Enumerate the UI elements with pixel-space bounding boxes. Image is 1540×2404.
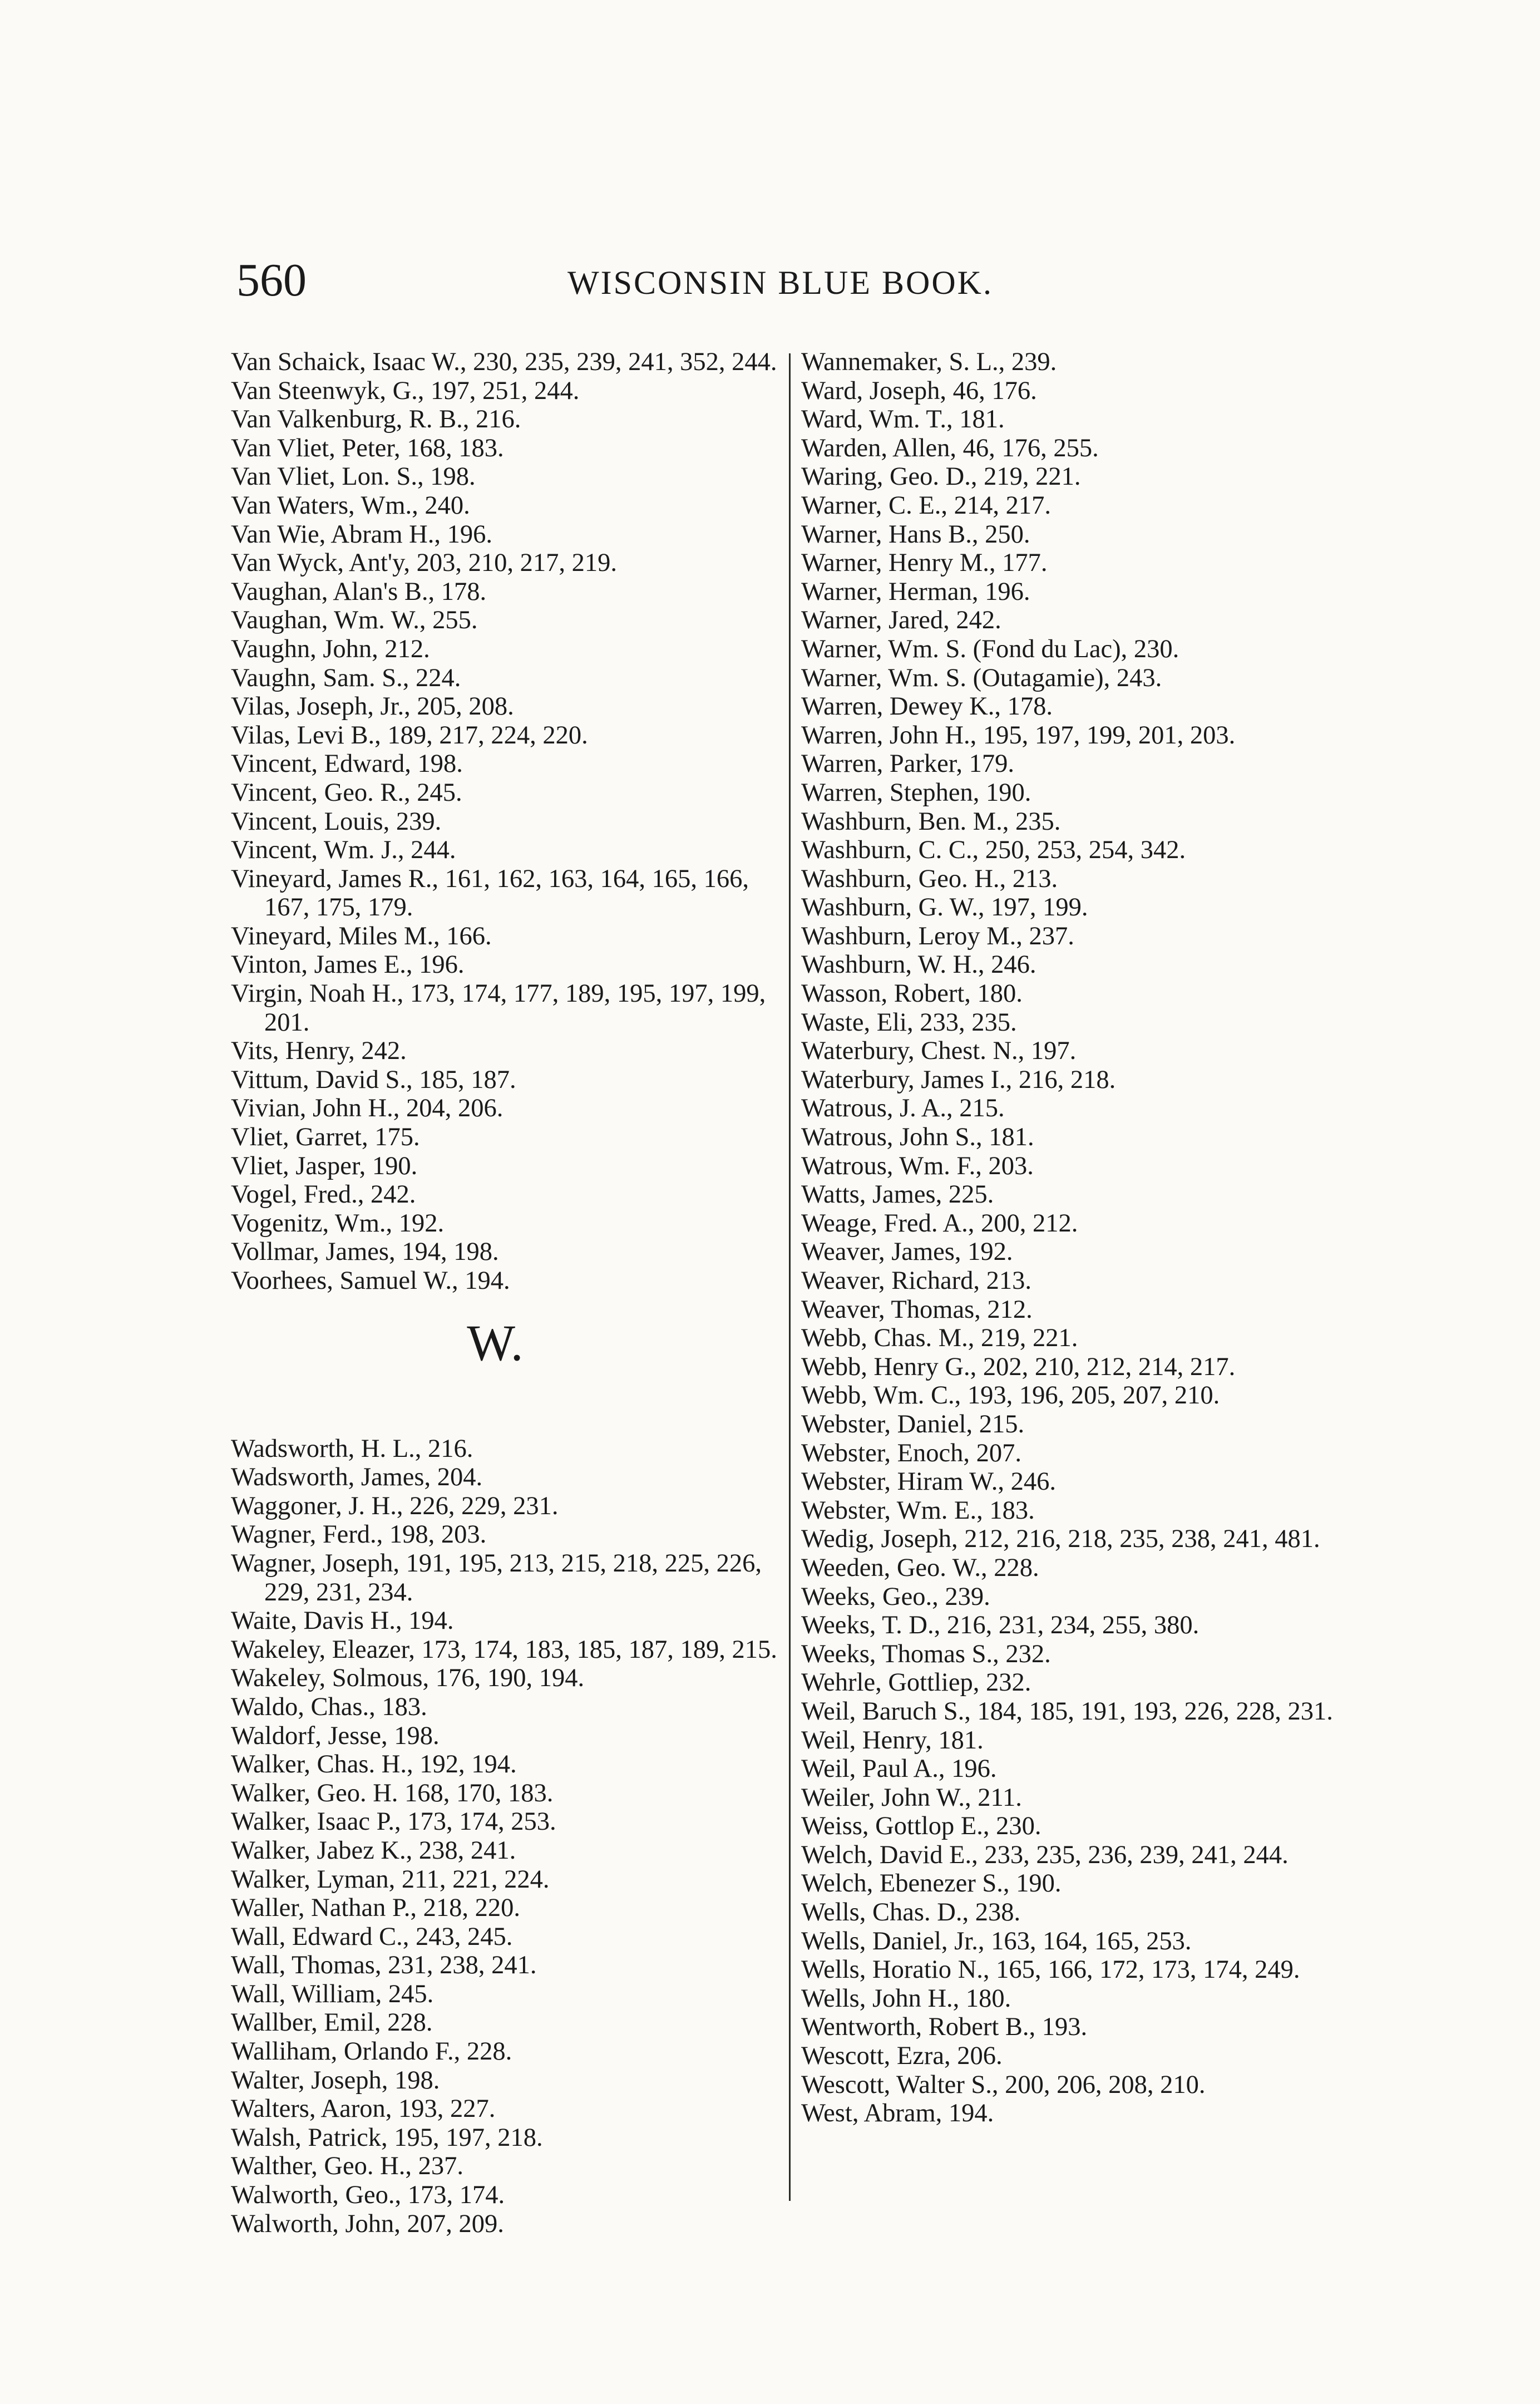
index-entry: Vliet, Garret, 175. <box>231 1123 420 1152</box>
index-entry: Wall, Edward C., 243, 245. <box>231 1922 513 1951</box>
index-entry: Van Wyck, Ant'y, 203, 210, 217, 219. <box>231 549 618 578</box>
index-entry: Walker, Jabez K., 238, 241. <box>231 1836 516 1865</box>
index-entry: Warner, Wm. S. (Outagamie), 243. <box>801 663 1162 692</box>
index-entry: Weeden, Geo. W., 228. <box>801 1553 1039 1582</box>
index-entry: Wagner, Joseph, 191, 195, 213, 215, 218, 225, 226, 229, 231, 234. <box>231 1549 762 1607</box>
index-entry: Weage, Fred. A., 200, 212. <box>801 1209 1078 1238</box>
right-column <box>801 348 1358 2128</box>
index-entry: Waldo, Chas., 183. <box>231 1692 427 1721</box>
index-entry: Vittum, David S., 185, 187. <box>231 1065 516 1094</box>
w-entries-left <box>231 1435 782 2239</box>
index-entry: Washburn, G. W., 197, 199. <box>801 893 1088 922</box>
index-entry: Waller, Nathan P., 218, 220. <box>231 1894 521 1923</box>
index-entry: Van Schaick, Isaac W., 230, 235, 239, 241, 352, 244. <box>231 348 777 376</box>
index-entry: Wakeley, Eleazer, 173, 174, 183, 185, 187, 189, 215. <box>231 1635 777 1664</box>
index-entry: Walker, Lyman, 211, 221, 224. <box>231 1865 550 1894</box>
index-entry: Vaughn, John, 212. <box>231 634 430 663</box>
index-entry: Warner, Hans B., 250. <box>801 520 1030 549</box>
index-entry: Washburn, W. H., 246. <box>801 950 1036 979</box>
index-entry: Walker, Geo. H. 168, 170, 183. <box>231 1779 554 1807</box>
running-head: WISCONSIN BLUE BOOK. <box>567 264 993 301</box>
left-column <box>231 348 782 2238</box>
index-entry: Washburn, Ben. M., 235. <box>801 807 1061 836</box>
index-entry: Warner, Wm. S. (Fond du Lac), 230. <box>801 634 1179 663</box>
index-entry: Vivian, John H., 204, 206. <box>231 1094 504 1123</box>
index-entry: Walliham, Orlando F., 228. <box>231 2037 512 2066</box>
section-letter-heading: W. <box>467 1314 524 1371</box>
index-entry: Wadsworth, James, 204. <box>231 1463 483 1492</box>
index-entry: Wehrle, Gottliep, 232. <box>801 1668 1031 1697</box>
index-entry: Wall, Thomas, 231, 238, 241. <box>231 1951 537 1980</box>
index-entry: Walworth, John, 207, 209. <box>231 2209 504 2238</box>
index-entry: Washburn, Leroy M., 237. <box>801 922 1074 950</box>
index-entry: Vincent, Wm. J., 244. <box>231 836 456 865</box>
index-entry: Vincent, Louis, 239. <box>231 807 442 836</box>
index-entry: Watrous, Wm. F., 203. <box>801 1151 1034 1180</box>
index-entry: Weil, Henry, 181. <box>801 1726 984 1755</box>
index-entry: Webb, Wm. C., 193, 196, 205, 207, 210. <box>801 1381 1220 1410</box>
index-entry: Wall, William, 245. <box>231 1979 434 2008</box>
index-entry: Wells, Chas. D., 238. <box>801 1898 1021 1927</box>
index-entry: Walters, Aaron, 193, 227. <box>231 2095 496 2124</box>
index-entry: Weiss, Gottlop E., 230. <box>801 1812 1042 1841</box>
index-entry: Van Valkenburg, R. B., 216. <box>231 405 521 434</box>
index-entry: Weaver, Thomas, 212. <box>801 1295 1033 1324</box>
index-entry: Weeks, T. D., 216, 231, 234, 255, 380. <box>801 1611 1200 1640</box>
index-entry: Wadsworth, H. L., 216. <box>231 1434 473 1463</box>
index-entry: Warren, John H., 195, 197, 199, 201, 203. <box>801 721 1236 750</box>
index-entry: Webb, Chas. M., 219, 221. <box>801 1324 1078 1353</box>
index-entry: Washburn, Geo. H., 213. <box>801 864 1058 893</box>
index-entry: Warner, Herman, 196. <box>801 577 1030 606</box>
index-entry: Webster, Enoch, 207. <box>801 1439 1021 1467</box>
index-entry: Weaver, Richard, 213. <box>801 1267 1032 1295</box>
index-entry: Waite, Davis H., 194. <box>231 1607 454 1635</box>
index-entry: Wallber, Emil, 228. <box>231 2008 433 2037</box>
index-entry: Waggoner, J. H., 226, 229, 231. <box>231 1491 559 1520</box>
index-entry: Wells, Horatio N., 165, 166, 172, 173, 174, 249. <box>801 1955 1300 1984</box>
index-entry: Warren, Stephen, 190. <box>801 778 1031 807</box>
index-entry: Watts, James, 225. <box>801 1180 994 1209</box>
index-entry: Vilas, Levi B., 189, 217, 224, 220. <box>231 721 588 750</box>
index-entry: Warner, Jared, 242. <box>801 606 1001 635</box>
index-entry: Van Waters, Wm., 240. <box>231 491 470 520</box>
index-entry: Waring, Geo. D., 219, 221. <box>801 462 1081 491</box>
index-entry: Vineyard, Miles M., 166. <box>231 922 492 950</box>
index-entry: Vilas, Joseph, Jr., 205, 208. <box>231 692 514 721</box>
index-entry: Webster, Hiram W., 246. <box>801 1467 1057 1496</box>
index-entry: Vaughan, Wm. W., 255. <box>231 606 478 635</box>
index-entry: Wells, John H., 180. <box>801 1984 1011 2013</box>
index-entry: Wedig, Joseph, 212, 216, 218, 235, 238, 241, 481. <box>801 1525 1320 1554</box>
index-entry: Ward, Joseph, 46, 176. <box>801 376 1037 405</box>
index-entry: Warren, Parker, 179. <box>801 750 1015 779</box>
index-entry: Walsh, Patrick, 195, 197, 218. <box>231 2123 543 2152</box>
index-entry: Wasson, Robert, 180. <box>801 979 1023 1008</box>
index-entry: Virgin, Noah H., 173, 174, 177, 189, 195, 197, 199, 201. <box>231 979 766 1037</box>
index-entry: Webb, Henry G., 202, 210, 212, 214, 217. <box>801 1352 1236 1381</box>
index-entry: Vincent, Edward, 198. <box>231 750 463 779</box>
column-divider <box>789 353 791 2201</box>
index-entry: Wells, Daniel, Jr., 163, 164, 165, 253. <box>801 1927 1192 1955</box>
index-entry: Watrous, John S., 181. <box>801 1123 1034 1152</box>
index-entry: Vineyard, James R., 161, 162, 163, 164, 165, 166, 167, 175, 179. <box>231 864 749 922</box>
index-entry: Walther, Geo. H., 237. <box>231 2152 463 2181</box>
index-entry: Ward, Wm. T., 181. <box>801 405 1005 434</box>
index-entry: Warden, Allen, 46, 176, 255. <box>801 433 1099 462</box>
index-entry: Vits, Henry, 242. <box>231 1037 407 1066</box>
index-entry: Vaughan, Alan's B., 178. <box>231 577 487 606</box>
index-entry: Weeks, Geo., 239. <box>801 1582 990 1611</box>
index-entry: Vollmar, James, 194, 198. <box>231 1238 499 1267</box>
index-entry: Wentworth, Robert B., 193. <box>801 2013 1088 2042</box>
index-entry: Weil, Baruch S., 184, 185, 191, 193, 226, 228, 231. <box>801 1697 1333 1726</box>
index-entry: West, Abram, 194. <box>801 2099 994 2128</box>
index-entry: Wakeley, Solmous, 176, 190, 194. <box>231 1664 585 1693</box>
index-entry: Weil, Paul A., 196. <box>801 1755 997 1784</box>
index-entry: Voorhees, Samuel W., 194. <box>231 1267 510 1295</box>
index-entry: Webster, Daniel, 215. <box>801 1410 1025 1439</box>
index-entry: Van Vliet, Peter, 168, 183. <box>231 433 504 462</box>
index-entry: Vinton, James E., 196. <box>231 950 465 979</box>
index-entry: Vogel, Fred., 242. <box>231 1180 416 1209</box>
index-entry: Weiler, John W., 211. <box>801 1783 1022 1812</box>
index-entry: Weaver, James, 192. <box>801 1238 1013 1267</box>
index-entry: Welch, Ebenezer S., 190. <box>801 1869 1062 1898</box>
index-entry: Vogenitz, Wm., 192. <box>231 1209 445 1238</box>
index-entry: Waste, Eli, 233, 235. <box>801 1008 1017 1037</box>
index-entry: Watrous, J. A., 215. <box>801 1094 1005 1123</box>
index-entry: Walker, Chas. H., 192, 194. <box>231 1750 517 1779</box>
index-entry: Warren, Dewey K., 178. <box>801 692 1053 721</box>
index-entry: Van Vliet, Lon. S., 198. <box>231 462 476 491</box>
index-entry: Walworth, Geo., 173, 174. <box>231 2181 505 2210</box>
index-entry: Wescott, Ezra, 206. <box>801 2042 1003 2071</box>
index-entry: Van Steenwyk, G., 197, 251, 244. <box>231 376 580 405</box>
w-entries-right <box>801 348 1358 2128</box>
index-entry: Waldorf, Jesse, 198. <box>231 1721 440 1750</box>
index-entry: Welch, David E., 233, 235, 236, 239, 241, 244. <box>801 1840 1289 1869</box>
index-entry: Wagner, Ferd., 198, 203. <box>231 1520 487 1549</box>
index-entry: Walker, Isaac P., 173, 174, 253. <box>231 1807 556 1836</box>
index-entry: Warner, Henry M., 177. <box>801 549 1048 578</box>
index-entry: Wescott, Walter S., 200, 206, 208, 210. <box>801 2070 1206 2099</box>
v-entries <box>231 348 782 1295</box>
index-entry: Webster, Wm. E., 183. <box>801 1496 1035 1525</box>
index-entry: Van Wie, Abram H., 196. <box>231 520 492 549</box>
index-entry: Weeks, Thomas S., 232. <box>801 1639 1051 1668</box>
index-entry: Walter, Joseph, 198. <box>231 2066 440 2095</box>
index-entry: Vincent, Geo. R., 245. <box>231 778 462 807</box>
index-entry: Waterbury, James I., 216, 218. <box>801 1065 1116 1094</box>
index-entry: Waterbury, Chest. N., 197. <box>801 1037 1077 1066</box>
index-entry: Warner, C. E., 214, 217. <box>801 491 1051 520</box>
index-entry: Washburn, C. C., 250, 253, 254, 342. <box>801 836 1186 865</box>
index-entry: Vaughn, Sam. S., 224. <box>231 663 461 692</box>
index-entry: Vliet, Jasper, 190. <box>231 1151 418 1180</box>
page-number: 560 <box>236 254 307 306</box>
index-entry: Wannemaker, S. L., 239. <box>801 348 1057 376</box>
